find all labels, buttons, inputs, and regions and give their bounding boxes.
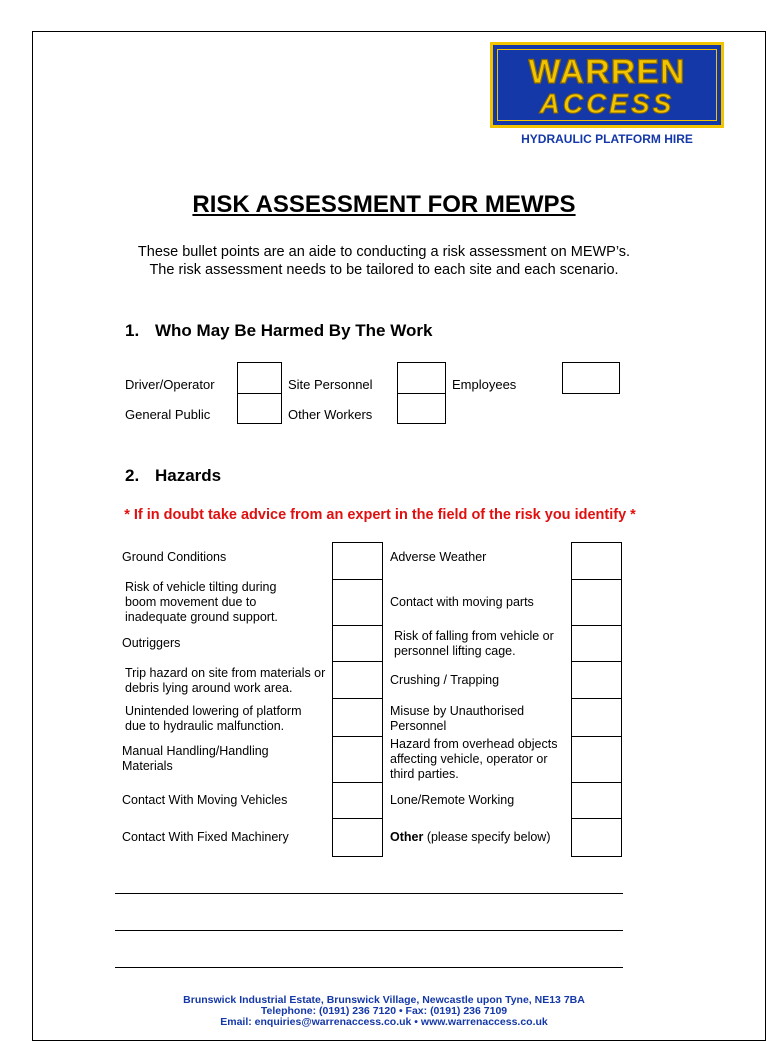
hazard-left-6: Manual Handling/Handling Materials — [122, 744, 269, 773]
logo-line1: WARREN — [528, 53, 686, 91]
hazard-left-checkbox[interactable] — [332, 661, 383, 699]
section1-heading — [125, 321, 432, 341]
hazard-right-checkbox[interactable] — [571, 818, 622, 857]
checkbox-site-personnel[interactable] — [397, 362, 446, 394]
checkbox-driver-operator[interactable] — [237, 362, 282, 394]
intro-line-1: These bullet points are an aide to conducting a risk assessment on MEWP’s. — [137, 244, 631, 260]
section2-number: 2. — [125, 466, 140, 485]
label-general-public: General Public — [125, 407, 211, 422]
label-other-workers: Other Workers — [288, 407, 373, 422]
logo-subtitle: HYDRAULIC PLATFORM HIRE — [521, 132, 693, 146]
label-site-personnel: Site Personnel — [288, 377, 373, 392]
hazard-left-checkbox[interactable] — [332, 818, 383, 857]
hazard-right-6: Hazard from overhead objects affecting vehicle, operator or third parties. — [390, 737, 558, 781]
hazard-right-checkbox[interactable] — [571, 542, 622, 580]
hazard-left-2: Risk of vehicle tilting during boom movement due to inadequate ground support. — [125, 580, 278, 624]
section1-number: 1. — [125, 321, 140, 340]
hazard-right-1: Adverse Weather — [390, 550, 487, 564]
checkbox-general-public[interactable] — [237, 393, 282, 424]
hazard-right-3: Risk of falling from vehicle or personnel lifting cage. — [394, 629, 554, 658]
specify-line[interactable] — [115, 893, 623, 894]
hazard-other-bold: Other — [390, 830, 424, 844]
hazard-left-3: Outriggers — [122, 636, 181, 650]
footer-phone: Telephone: (0191) 236 7120 • Fax: (0191) 236 7109 — [260, 1005, 508, 1017]
hazard-right-8 — [390, 830, 568, 845]
specify-line[interactable] — [115, 930, 623, 931]
label-employees: Employees — [452, 377, 517, 392]
page-border — [32, 31, 766, 1041]
hazard-left-checkbox[interactable] — [332, 782, 383, 819]
intro-line-2: The risk assessment needs to be tailored to each site and each scenario. — [149, 262, 619, 278]
hazard-right-checkbox[interactable] — [571, 661, 622, 699]
hazard-left-5: Unintended lowering of platform due to hydraulic malfunction. — [125, 704, 302, 733]
hazard-left-checkbox[interactable] — [332, 698, 383, 737]
checkbox-employees[interactable] — [562, 362, 620, 394]
section2-title: Hazards — [155, 466, 222, 485]
hazard-warning: * If in doubt take advice from an expert in the field of the risk you identify * — [124, 507, 636, 523]
hazard-left-checkbox[interactable] — [332, 736, 383, 783]
hazard-left-8: Contact With Fixed Machinery — [122, 830, 289, 844]
hazard-right-4: Crushing / Trapping — [390, 673, 500, 687]
warren-access-logo — [490, 42, 724, 128]
hazard-other-rest: (please specify below) — [423, 830, 551, 844]
hazard-right-checkbox[interactable] — [571, 736, 622, 783]
hazard-right-5: Misuse by Unauthorised Personnel — [390, 704, 525, 733]
hazard-right-checkbox[interactable] — [571, 579, 622, 626]
hazard-right-checkbox[interactable] — [571, 698, 622, 737]
logo-wordmark — [493, 45, 721, 125]
logo-line2: ACCESS — [539, 88, 675, 119]
checkbox-other-workers[interactable] — [397, 393, 446, 424]
specify-line[interactable] — [115, 967, 623, 968]
footer-address: Brunswick Industrial Estate, Brunswick Village, Newcastle upon Tyne, NE13 7BA — [183, 994, 585, 1006]
hazard-right-7: Lone/Remote Working — [390, 793, 515, 807]
section1-title: Who May Be Harmed By The Work — [155, 321, 433, 340]
hazard-left-checkbox[interactable] — [332, 542, 383, 580]
section2-heading — [125, 466, 221, 486]
label-driver-operator: Driver/Operator — [125, 377, 215, 392]
hazard-left-checkbox[interactable] — [332, 625, 383, 662]
footer-email: Email: enquiries@warrenaccess.co.uk • www.warrenaccess.co.uk — [220, 1016, 548, 1028]
hazard-left-checkbox[interactable] — [332, 579, 383, 626]
hazard-right-2: Contact with moving parts — [390, 595, 534, 609]
hazard-left-7: Contact With Moving Vehicles — [122, 793, 288, 807]
hazard-left-4: Trip hazard on site from materials or debris lying around work area. — [125, 666, 326, 695]
hazard-right-checkbox[interactable] — [571, 625, 622, 662]
page-title: RISK ASSESSMENT FOR MEWPS — [192, 191, 576, 218]
hazard-left-1: Ground Conditions — [122, 550, 227, 564]
hazard-right-checkbox[interactable] — [571, 782, 622, 819]
